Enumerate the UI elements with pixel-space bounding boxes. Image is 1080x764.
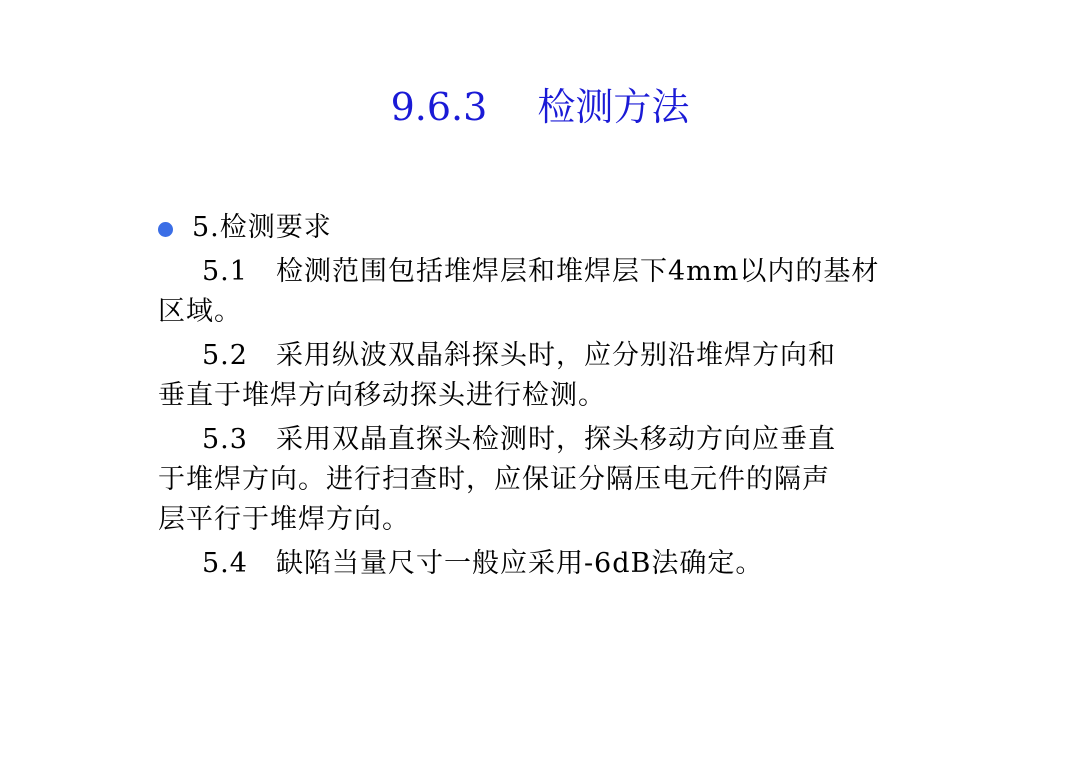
paragraph-line: 于堆焊方向。进行扫查时，应保证分隔压电元件的隔声 [158,464,830,495]
paragraph-5-1 [158,252,938,332]
paragraph-5-4 [158,544,938,584]
paragraph-line: 层平行于堆焊方向。 [158,504,410,535]
paragraph-line: 5.3 采用双晶直探头检测时，探头移动方向应垂直 [202,424,836,455]
bullet-heading-row [158,208,938,248]
slide-title: 9.6.3 检测方法 [390,85,690,129]
paragraph-line: 区域。 [158,296,242,327]
paragraph-line: 5.1 检测范围包括堆焊层和堆焊层下4mm以内的基材 [202,256,880,287]
bullet-heading: 5.检测要求 [192,212,332,243]
bullet-dot-icon [158,222,173,237]
slide-content [158,208,938,588]
paragraph-line: 5.4 缺陷当量尺寸一般应采用-6dB法确定。 [202,548,764,579]
paragraph-line: 5.2 采用纵波双晶斜探头时，应分别沿堆焊方向和 [202,340,836,371]
paragraph-5-2 [158,336,938,416]
paragraph-line: 垂直于堆焊方向移动探头进行检测。 [158,380,606,411]
paragraph-5-3 [158,420,938,540]
